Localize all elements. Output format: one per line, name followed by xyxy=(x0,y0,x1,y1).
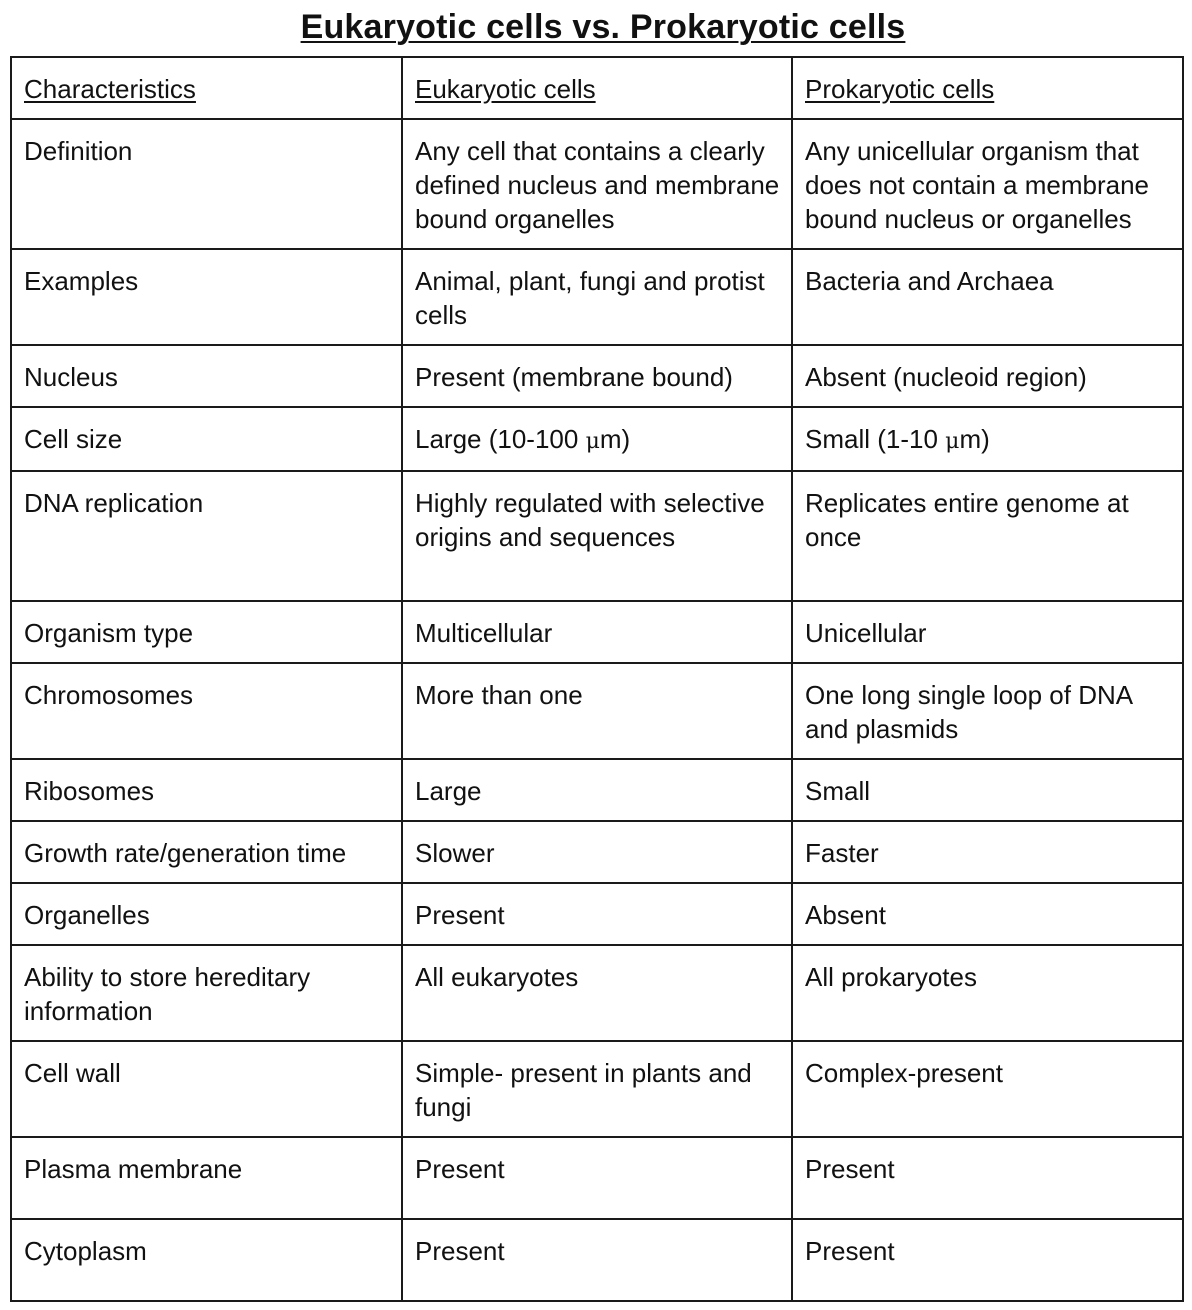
table-row xyxy=(11,759,1183,821)
table-row xyxy=(11,471,1183,601)
size-text: Large (10-100 xyxy=(415,424,586,454)
prokaryotic-cell xyxy=(792,407,1183,471)
micro-symbol: μ xyxy=(585,429,600,454)
row-label: Organism type xyxy=(11,601,402,663)
table-row xyxy=(11,1041,1183,1137)
table-row xyxy=(11,821,1183,883)
prokaryotic-cell: Present xyxy=(792,1219,1183,1301)
prokaryotic-cell: Bacteria and Archaea xyxy=(792,249,1183,345)
row-label: Plasma membrane xyxy=(11,1137,402,1219)
eukaryotic-cell: Any cell that contains a clearly defined nucleus and membrane bound organelles xyxy=(402,119,792,249)
eukaryotic-cell: Simple- present in plants and fungi xyxy=(402,1041,792,1137)
prokaryotic-cell: Faster xyxy=(792,821,1183,883)
column-header-eukaryotic: Eukaryotic cells xyxy=(402,57,792,119)
table-header-row xyxy=(11,57,1183,119)
column-header-characteristics: Characteristics xyxy=(11,57,402,119)
eukaryotic-cell: Present xyxy=(402,1137,792,1219)
table-row xyxy=(11,345,1183,407)
table-row xyxy=(11,1219,1183,1301)
prokaryotic-cell: One long single loop of DNA and plasmids xyxy=(792,663,1183,759)
eukaryotic-cell: All eukaryotes xyxy=(402,945,792,1041)
eukaryotic-cell: Present xyxy=(402,1219,792,1301)
row-label: Cell size xyxy=(11,407,402,471)
eukaryotic-cell: Present (membrane bound) xyxy=(402,345,792,407)
row-label: Organelles xyxy=(11,883,402,945)
table-row xyxy=(11,601,1183,663)
row-label: Cytoplasm xyxy=(11,1219,402,1301)
prokaryotic-cell: Complex-present xyxy=(792,1041,1183,1137)
prokaryotic-cell: Absent xyxy=(792,883,1183,945)
row-label: Growth rate/generation time xyxy=(11,821,402,883)
prokaryotic-cell: Small xyxy=(792,759,1183,821)
row-label: Chromosomes xyxy=(11,663,402,759)
page-title: Eukaryotic cells vs. Prokaryotic cells xyxy=(300,8,906,46)
table-row xyxy=(11,883,1183,945)
eukaryotic-cell: Animal, plant, fungi and protist cells xyxy=(402,249,792,345)
size-text: m) xyxy=(959,424,990,454)
table-row xyxy=(11,249,1183,345)
column-header-prokaryotic: Prokaryotic cells xyxy=(792,57,1183,119)
row-label: Cell wall xyxy=(11,1041,402,1137)
prokaryotic-cell: Unicellular xyxy=(792,601,1183,663)
table-row xyxy=(11,663,1183,759)
row-label: Ribosomes xyxy=(11,759,402,821)
eukaryotic-cell: Slower xyxy=(402,821,792,883)
comparison-table xyxy=(10,56,1184,1302)
prokaryotic-cell: Replicates entire genome at once xyxy=(792,471,1183,601)
prokaryotic-cell: All prokaryotes xyxy=(792,945,1183,1041)
micro-symbol: μ xyxy=(945,429,960,454)
table-row xyxy=(11,945,1183,1041)
table-row xyxy=(11,119,1183,249)
row-label: DNA replication xyxy=(11,471,402,601)
table-row xyxy=(11,1137,1183,1219)
table-row xyxy=(11,407,1183,471)
eukaryotic-cell: Large xyxy=(402,759,792,821)
eukaryotic-cell: Multicellular xyxy=(402,601,792,663)
eukaryotic-cell xyxy=(402,407,792,471)
row-label: Examples xyxy=(11,249,402,345)
row-label: Nucleus xyxy=(11,345,402,407)
row-label: Definition xyxy=(11,119,402,249)
eukaryotic-cell: More than one xyxy=(402,663,792,759)
prokaryotic-cell: Any unicellular organism that does not contain a membrane bound nucleus or organelles xyxy=(792,119,1183,249)
prokaryotic-cell: Present xyxy=(792,1137,1183,1219)
size-text: Small (1-10 xyxy=(805,424,946,454)
eukaryotic-cell: Highly regulated with selective origins and sequences xyxy=(402,471,792,601)
row-label: Ability to store hereditary information xyxy=(11,945,402,1041)
eukaryotic-cell: Present xyxy=(402,883,792,945)
size-text: m) xyxy=(599,424,631,454)
prokaryotic-cell: Absent (nucleoid region) xyxy=(792,345,1183,407)
